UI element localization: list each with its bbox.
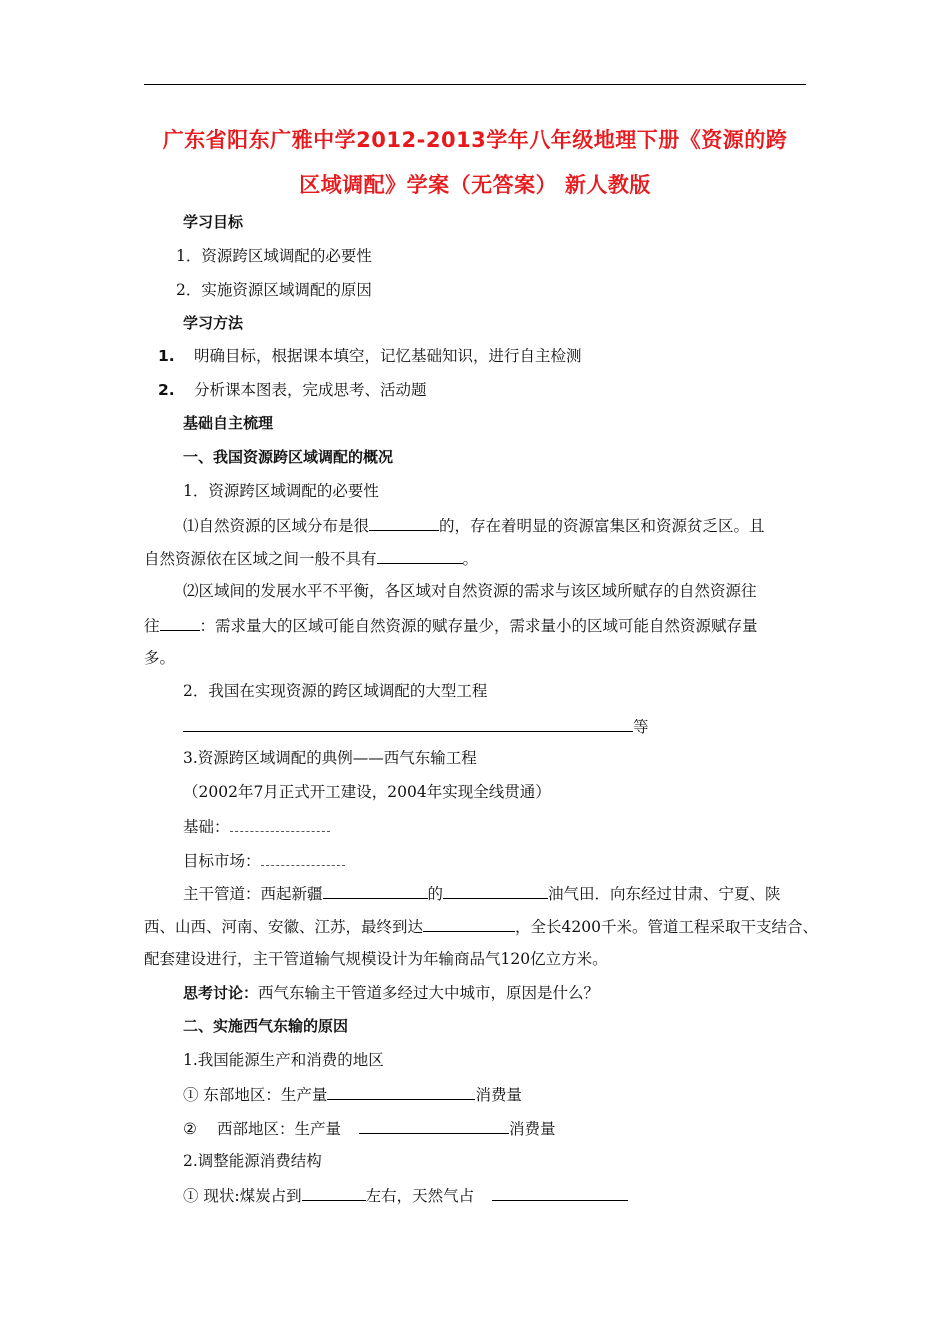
fill-blank-basin[interactable]: [323, 882, 428, 899]
paragraph-2-line3: 多。: [144, 649, 176, 667]
document-title-line1: 广东省阳东广雅中学2012-2013学年八年级地理下册《资源的跨: [162, 128, 788, 152]
fill-blank-destination[interactable]: [423, 915, 515, 932]
fill-blank-oilfield[interactable]: [443, 882, 548, 899]
fill-blank-basis[interactable]: [230, 815, 330, 832]
document-title-line2: 区域调配》学案（无答案） 新人教版: [299, 173, 651, 197]
fill-blank-market[interactable]: [261, 849, 345, 866]
fill-blank-distribution[interactable]: [369, 514, 439, 531]
subsection-2-2: 2.调整能源消费结构: [183, 1152, 322, 1170]
discussion-label: 思考讨论：: [183, 984, 259, 1002]
review-heading: 基础自主梳理: [183, 414, 274, 432]
method-item-1: [158, 346, 582, 366]
fill-blank-gas-share[interactable]: [492, 1184, 628, 1201]
method-number-2: 2.: [158, 381, 175, 399]
fill-blank-east[interactable]: [327, 1083, 475, 1100]
pipeline-text-a: 主干管道：西起新疆: [183, 885, 323, 903]
goal-item-2: 2．实施资源区域调配的原因: [176, 281, 372, 299]
goals-heading: 学习目标: [183, 213, 244, 231]
status-line: [183, 1184, 628, 1206]
discussion-question: 西气东输主干管道多经过大中城市，原因是什么？: [258, 984, 600, 1002]
basis-label: 基础：: [183, 818, 230, 836]
fill-blank-coal-share[interactable]: [302, 1184, 366, 1201]
paragraph-2-text-c: ：需求量大的区域可能自然资源的赋存量少，需求量小的区域可能自然资源赋存量: [199, 617, 758, 635]
subsection-1-3: 3.资源跨区域调配的典例——西气东输工程: [183, 749, 477, 767]
paragraph-1-text-a: ⑴自然资源的区域分布是很: [183, 517, 370, 535]
pipeline-line3: 配套建设进行，主干管道输气规模设计为年输商品气120亿立方米。: [144, 950, 608, 968]
projects-blank-line: [183, 715, 649, 737]
paragraph-1-text-b: 的，存在着明显的资源富集区和资源贫乏区。且: [439, 517, 765, 535]
east-consumption-label: 消费量: [475, 1086, 522, 1104]
paragraph-2-text-b: 往: [144, 617, 160, 635]
method-number-1: 1.: [158, 347, 175, 365]
section-1-heading: 一、我国资源跨区域调配的概况: [183, 448, 394, 466]
header-rule: [144, 84, 806, 85]
pipeline-line2: [144, 915, 818, 937]
fill-blank-mismatch[interactable]: [160, 614, 200, 631]
pipeline-text-e: ，全长4200千米。管道工程采取干支结合、: [515, 918, 818, 936]
subsection-1-2: 2．我国在实现资源的跨区域调配的大型工程: [183, 682, 488, 700]
method-text-2: 分析课本图表，完成思考、活动题: [194, 381, 427, 399]
projects-suffix: 等: [633, 718, 649, 736]
paragraph-1-text-c: 自然资源依在区域之间一般不具有: [144, 550, 377, 568]
fill-blank-projects[interactable]: [183, 715, 633, 732]
method-item-2: [158, 380, 427, 400]
market-line: [183, 849, 345, 871]
basis-line: [183, 815, 330, 837]
paragraph-1-line2: [144, 547, 478, 569]
fill-blank-mobility[interactable]: [377, 547, 463, 564]
project-date-note: （2002年7月正式开工建设，2004年实现全线贯通）: [183, 783, 551, 801]
east-region-text: ① 东部地区：生产量: [183, 1086, 328, 1104]
goal-item-1: 1．资源跨区域调配的必要性: [176, 247, 372, 265]
paragraph-1-text-d: 。: [462, 550, 479, 568]
fill-blank-west[interactable]: [359, 1117, 509, 1134]
status-text-a: ① 现状:煤炭占到: [183, 1187, 302, 1205]
methods-heading: 学习方法: [183, 314, 244, 332]
west-consumption-label: 消费量: [509, 1120, 556, 1138]
section-2-heading: 二、实施西气东输的原因: [183, 1017, 349, 1035]
method-text-1: 明确目标，根据课本填空，记忆基础知识，进行自主检测: [194, 347, 582, 365]
subsection-1-1: 1．资源跨区域调配的必要性: [183, 482, 379, 500]
west-region-line: [183, 1117, 556, 1139]
pipeline-text-d: 西、山西、河南、安徽、江苏，最终到达: [144, 918, 424, 936]
west-region-number: ②: [183, 1120, 197, 1138]
pipeline-text-c: 油气田．向东经过甘肃、宁夏、陕: [548, 885, 781, 903]
west-region-text: 西部地区：生产量: [217, 1120, 342, 1138]
east-region-line: [183, 1083, 522, 1105]
status-text-b: 左右，天然气占: [365, 1187, 475, 1205]
paragraph-2-line2: [144, 614, 758, 636]
paragraph-1-line1: [183, 514, 765, 536]
market-label: 目标市场：: [183, 852, 261, 870]
pipeline-line1: [183, 882, 781, 904]
paragraph-2-line1: ⑵区域间的发展水平不平衡，各区域对自然资源的需求与该区域所赋存的自然资源往: [183, 582, 757, 600]
pipeline-text-b: 的: [427, 885, 444, 903]
discussion-line: [183, 983, 599, 1003]
subsection-2-1: 1.我国能源生产和消费的地区: [183, 1051, 384, 1069]
